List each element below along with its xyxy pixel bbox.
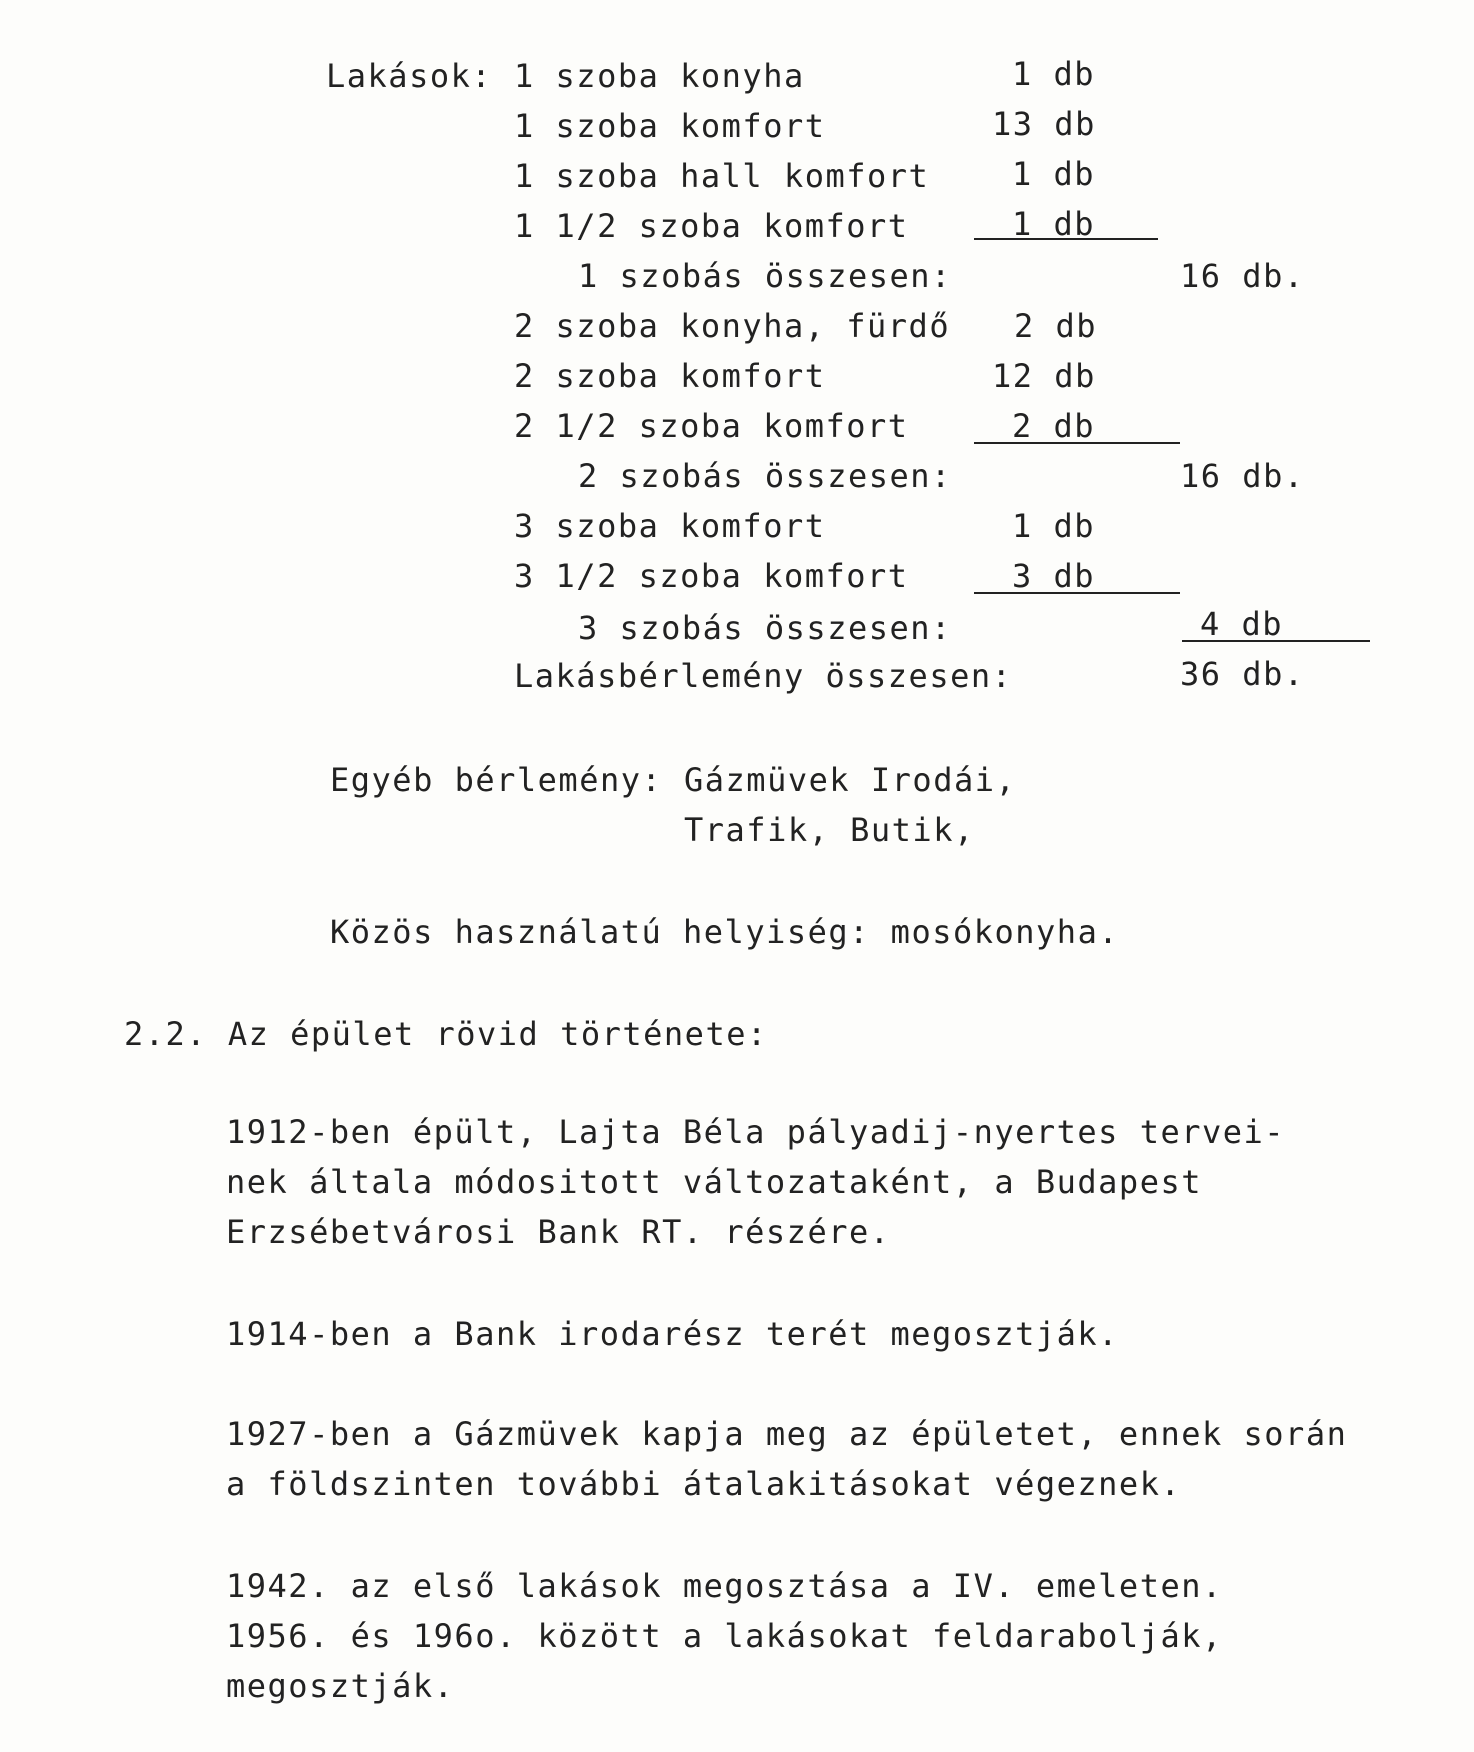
subtotal-value: 16 db. bbox=[1180, 457, 1305, 495]
apartment-row-desc: 1 szoba konyha bbox=[514, 57, 805, 95]
section-heading: 2.2. Az épület rövid története: bbox=[124, 1015, 768, 1053]
apartment-row-count: 2 db bbox=[1014, 307, 1098, 345]
apartment-row-desc: 2 szoba komfort bbox=[514, 357, 826, 395]
other-rentals-line1: Gázmüvek Irodái, bbox=[684, 761, 1017, 799]
subtotal-underline bbox=[974, 592, 1180, 594]
apartment-row-desc: 2 szoba konyha, fürdő bbox=[514, 307, 951, 345]
apartment-row-count: 1 db bbox=[1012, 55, 1096, 93]
apartment-row-desc: 3 1/2 szoba komfort bbox=[514, 557, 909, 595]
other-rentals-label: Egyéb bérlemény: bbox=[330, 761, 663, 799]
other-rentals-line2: Trafik, Butik, bbox=[684, 811, 975, 849]
subtotal-value: 16 db. bbox=[1180, 257, 1305, 295]
total-label: Lakásbérlemény összesen: bbox=[514, 657, 1013, 695]
subtotal-label: 3 szobás összesen: bbox=[578, 609, 952, 647]
apartment-row-desc: 1 szoba hall komfort bbox=[514, 157, 930, 195]
total-value: 36 db. bbox=[1180, 655, 1305, 693]
history-p4-line: 1942. az első lakások megosztása a IV. emeleten. bbox=[226, 1567, 1223, 1605]
apartment-row-count: 3 db bbox=[1012, 557, 1096, 595]
subtotal-label: 2 szobás összesen: bbox=[578, 457, 952, 495]
apartment-row-count: 1 db bbox=[1012, 155, 1096, 193]
common-room-line: Közös használatú helyiség: mosókonyha. bbox=[330, 913, 1120, 951]
history-p1-line: Erzsébetvárosi Bank RT. részére. bbox=[226, 1213, 891, 1251]
subtotal-underline bbox=[974, 442, 1180, 444]
apartment-row-desc: 1 szoba komfort bbox=[514, 107, 826, 145]
history-p1-line: nek általa módositott változataként, a Budapest bbox=[226, 1163, 1202, 1201]
apartment-row-count: 1 db bbox=[1012, 507, 1096, 545]
apartment-row-count: 12 db bbox=[992, 357, 1096, 395]
subtotal-underline bbox=[974, 238, 1158, 240]
apartments-label: Lakások: bbox=[326, 57, 493, 95]
apartment-row-count: 2 db bbox=[1012, 407, 1096, 445]
history-p4-line: 1956. és 196o. között a lakásokat feldarabolják, bbox=[226, 1617, 1223, 1655]
apartment-row-count: 13 db bbox=[992, 105, 1096, 143]
total-underline bbox=[1182, 640, 1370, 642]
apartment-row-desc: 3 szoba komfort bbox=[514, 507, 826, 545]
history-p3-line: 1927-ben a Gázmüvek kapja meg az épületet, ennek során bbox=[226, 1415, 1348, 1453]
subtotal-label: 1 szobás összesen: bbox=[578, 257, 952, 295]
history-p4-line: megosztják. bbox=[226, 1667, 455, 1705]
history-p2-line: 1914-ben a Bank irodarész terét megosztják. bbox=[226, 1315, 1119, 1353]
apartment-row-desc: 2 1/2 szoba komfort bbox=[514, 407, 909, 445]
history-p3-line: a földszinten további átalakitásokat végeznek. bbox=[226, 1465, 1182, 1503]
history-p1-line: 1912-ben épült, Lajta Béla pályadij-nyertes tervei- bbox=[226, 1113, 1286, 1151]
apartment-row-count: 1 db bbox=[1012, 205, 1096, 243]
apartment-row-desc: 1 1/2 szoba komfort bbox=[514, 207, 909, 245]
subtotal-value: 4 db bbox=[1200, 605, 1284, 643]
